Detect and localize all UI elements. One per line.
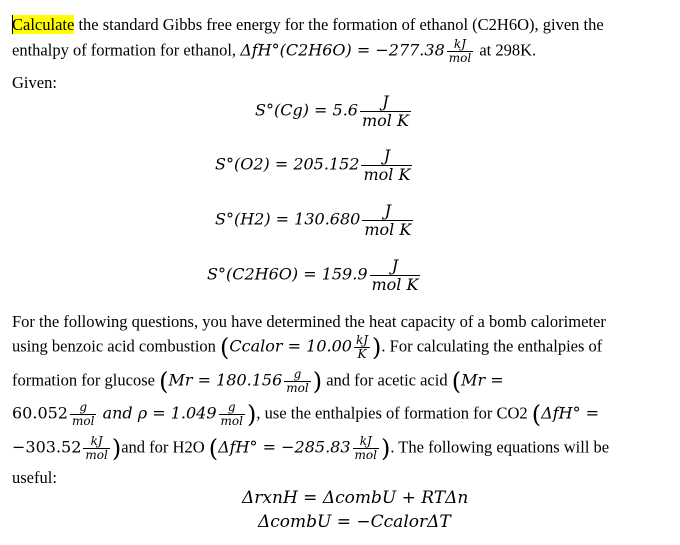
- unit-numerator: kJ: [90, 434, 103, 448]
- glucose-molar-mass: Mr = 180.156: [168, 370, 283, 390]
- entropy-oxygen: [215, 147, 414, 183]
- unit-fraction: [353, 435, 379, 462]
- unit-denominator: mol K: [361, 110, 409, 130]
- entropy-label: S°(C2H6O) = 159.9: [207, 264, 368, 284]
- para-text: . The following equations will be: [390, 437, 610, 457]
- unit-numerator: kJ: [453, 37, 467, 51]
- unit-fraction: [354, 334, 370, 361]
- intro-line-2: [12, 38, 536, 65]
- para-line-6: useful:: [12, 468, 57, 487]
- unit-fraction: [70, 401, 96, 428]
- equation-combustion-energy: ΔcombU = −CcalorΔT: [258, 512, 451, 532]
- entropy-unit: [362, 202, 413, 238]
- unit-numerator: g: [79, 400, 88, 414]
- open-paren: (: [451, 367, 462, 396]
- unit-numerator: J: [384, 201, 392, 220]
- entropy-hydrogen: [215, 202, 415, 238]
- ethanol-enthalpy-expression: ΔfH°(C2H6O) = −277.38: [240, 40, 445, 60]
- unit-denominator: mol: [220, 414, 243, 429]
- close-paren: ): [372, 333, 382, 362]
- para-text: , use the enthalpies of formation for CO2: [256, 403, 528, 423]
- intro-line-2-suffix: at 298K.: [479, 40, 537, 60]
- para-text: and for H2O: [121, 437, 205, 457]
- open-paren: (: [220, 333, 230, 362]
- open-paren: (: [208, 434, 219, 463]
- unit-denominator: mol: [448, 51, 472, 66]
- para-text: formation for glucose: [12, 370, 155, 390]
- unit-fraction: [284, 368, 310, 395]
- entropy-unit: [361, 147, 412, 183]
- entropy-carbon: [255, 93, 413, 129]
- density-expression: and ρ = 1.049: [102, 403, 217, 423]
- entropy-ethanol: [207, 257, 422, 293]
- h2o-enthalpy: ΔfH° = −285.83: [218, 437, 351, 457]
- entropy-label: S°(Cg) = 5.6: [255, 100, 358, 120]
- intro-line-2-prefix: enthalpy of formation for ethanol,: [12, 40, 237, 60]
- ethanol-enthalpy-unit: [447, 38, 473, 65]
- close-paren: ): [312, 367, 323, 396]
- unit-fraction: [219, 401, 245, 428]
- unit-numerator: J: [391, 256, 399, 275]
- unit-denominator: mol: [286, 381, 309, 396]
- para-line-5: [12, 435, 609, 462]
- given-label: Given:: [12, 73, 57, 92]
- unit-numerator: J: [383, 146, 391, 165]
- para-line-2: [12, 334, 602, 361]
- unit-denominator: mol K: [371, 274, 419, 294]
- unit-numerator: g: [227, 400, 236, 414]
- acetic-acid-molar-mass-value: 60.052: [12, 403, 68, 423]
- close-paren: ): [380, 434, 391, 463]
- para-line-4: [12, 401, 599, 428]
- para-text: using benzoic acid combustion: [12, 336, 216, 356]
- open-paren: (: [531, 400, 542, 429]
- open-paren: (: [159, 367, 169, 396]
- entropy-unit: [370, 257, 421, 293]
- unit-denominator: mol: [354, 448, 377, 463]
- unit-denominator: mol: [85, 448, 108, 463]
- unit-denominator: mol K: [363, 164, 411, 184]
- unit-fraction: [83, 435, 109, 462]
- unit-numerator: J: [382, 92, 389, 111]
- entropy-label: S°(O2) = 205.152: [215, 154, 360, 174]
- close-paren: ): [246, 400, 257, 429]
- unit-numerator: kJ: [355, 333, 369, 347]
- entropy-label: S°(H2) = 130.680: [215, 209, 361, 229]
- calorimeter-constant: Ccalor = 10.00: [229, 336, 352, 356]
- unit-numerator: kJ: [359, 434, 372, 448]
- unit-numerator: g: [293, 367, 302, 381]
- para-text: . For calculating the enthalpies of: [381, 336, 603, 356]
- highlighted-word: Calculate: [12, 15, 75, 34]
- acetic-acid-molar-mass: Mr =: [461, 370, 504, 390]
- para-text: and for acetic acid: [326, 370, 448, 390]
- intro-line-1: [12, 15, 604, 35]
- unit-denominator: K: [354, 347, 370, 361]
- entropy-unit: [360, 93, 411, 129]
- close-paren: ): [111, 434, 122, 463]
- unit-denominator: mol: [71, 414, 95, 429]
- para-line-1: For the following questions, you have determined the heat capacity of a bomb calorimeter: [12, 312, 606, 331]
- co2-enthalpy-value: −303.52: [12, 437, 82, 457]
- para-line-3: [12, 368, 504, 395]
- equation-reaction-enthalpy: ΔrxnH = ΔcombU + RTΔn: [242, 488, 469, 508]
- co2-enthalpy-label: ΔfH° =: [541, 403, 600, 423]
- unit-denominator: mol K: [364, 219, 412, 239]
- intro-line-1-text: the standard Gibbs free energy for the formation of ethanol (C2H6O), given the: [78, 15, 604, 34]
